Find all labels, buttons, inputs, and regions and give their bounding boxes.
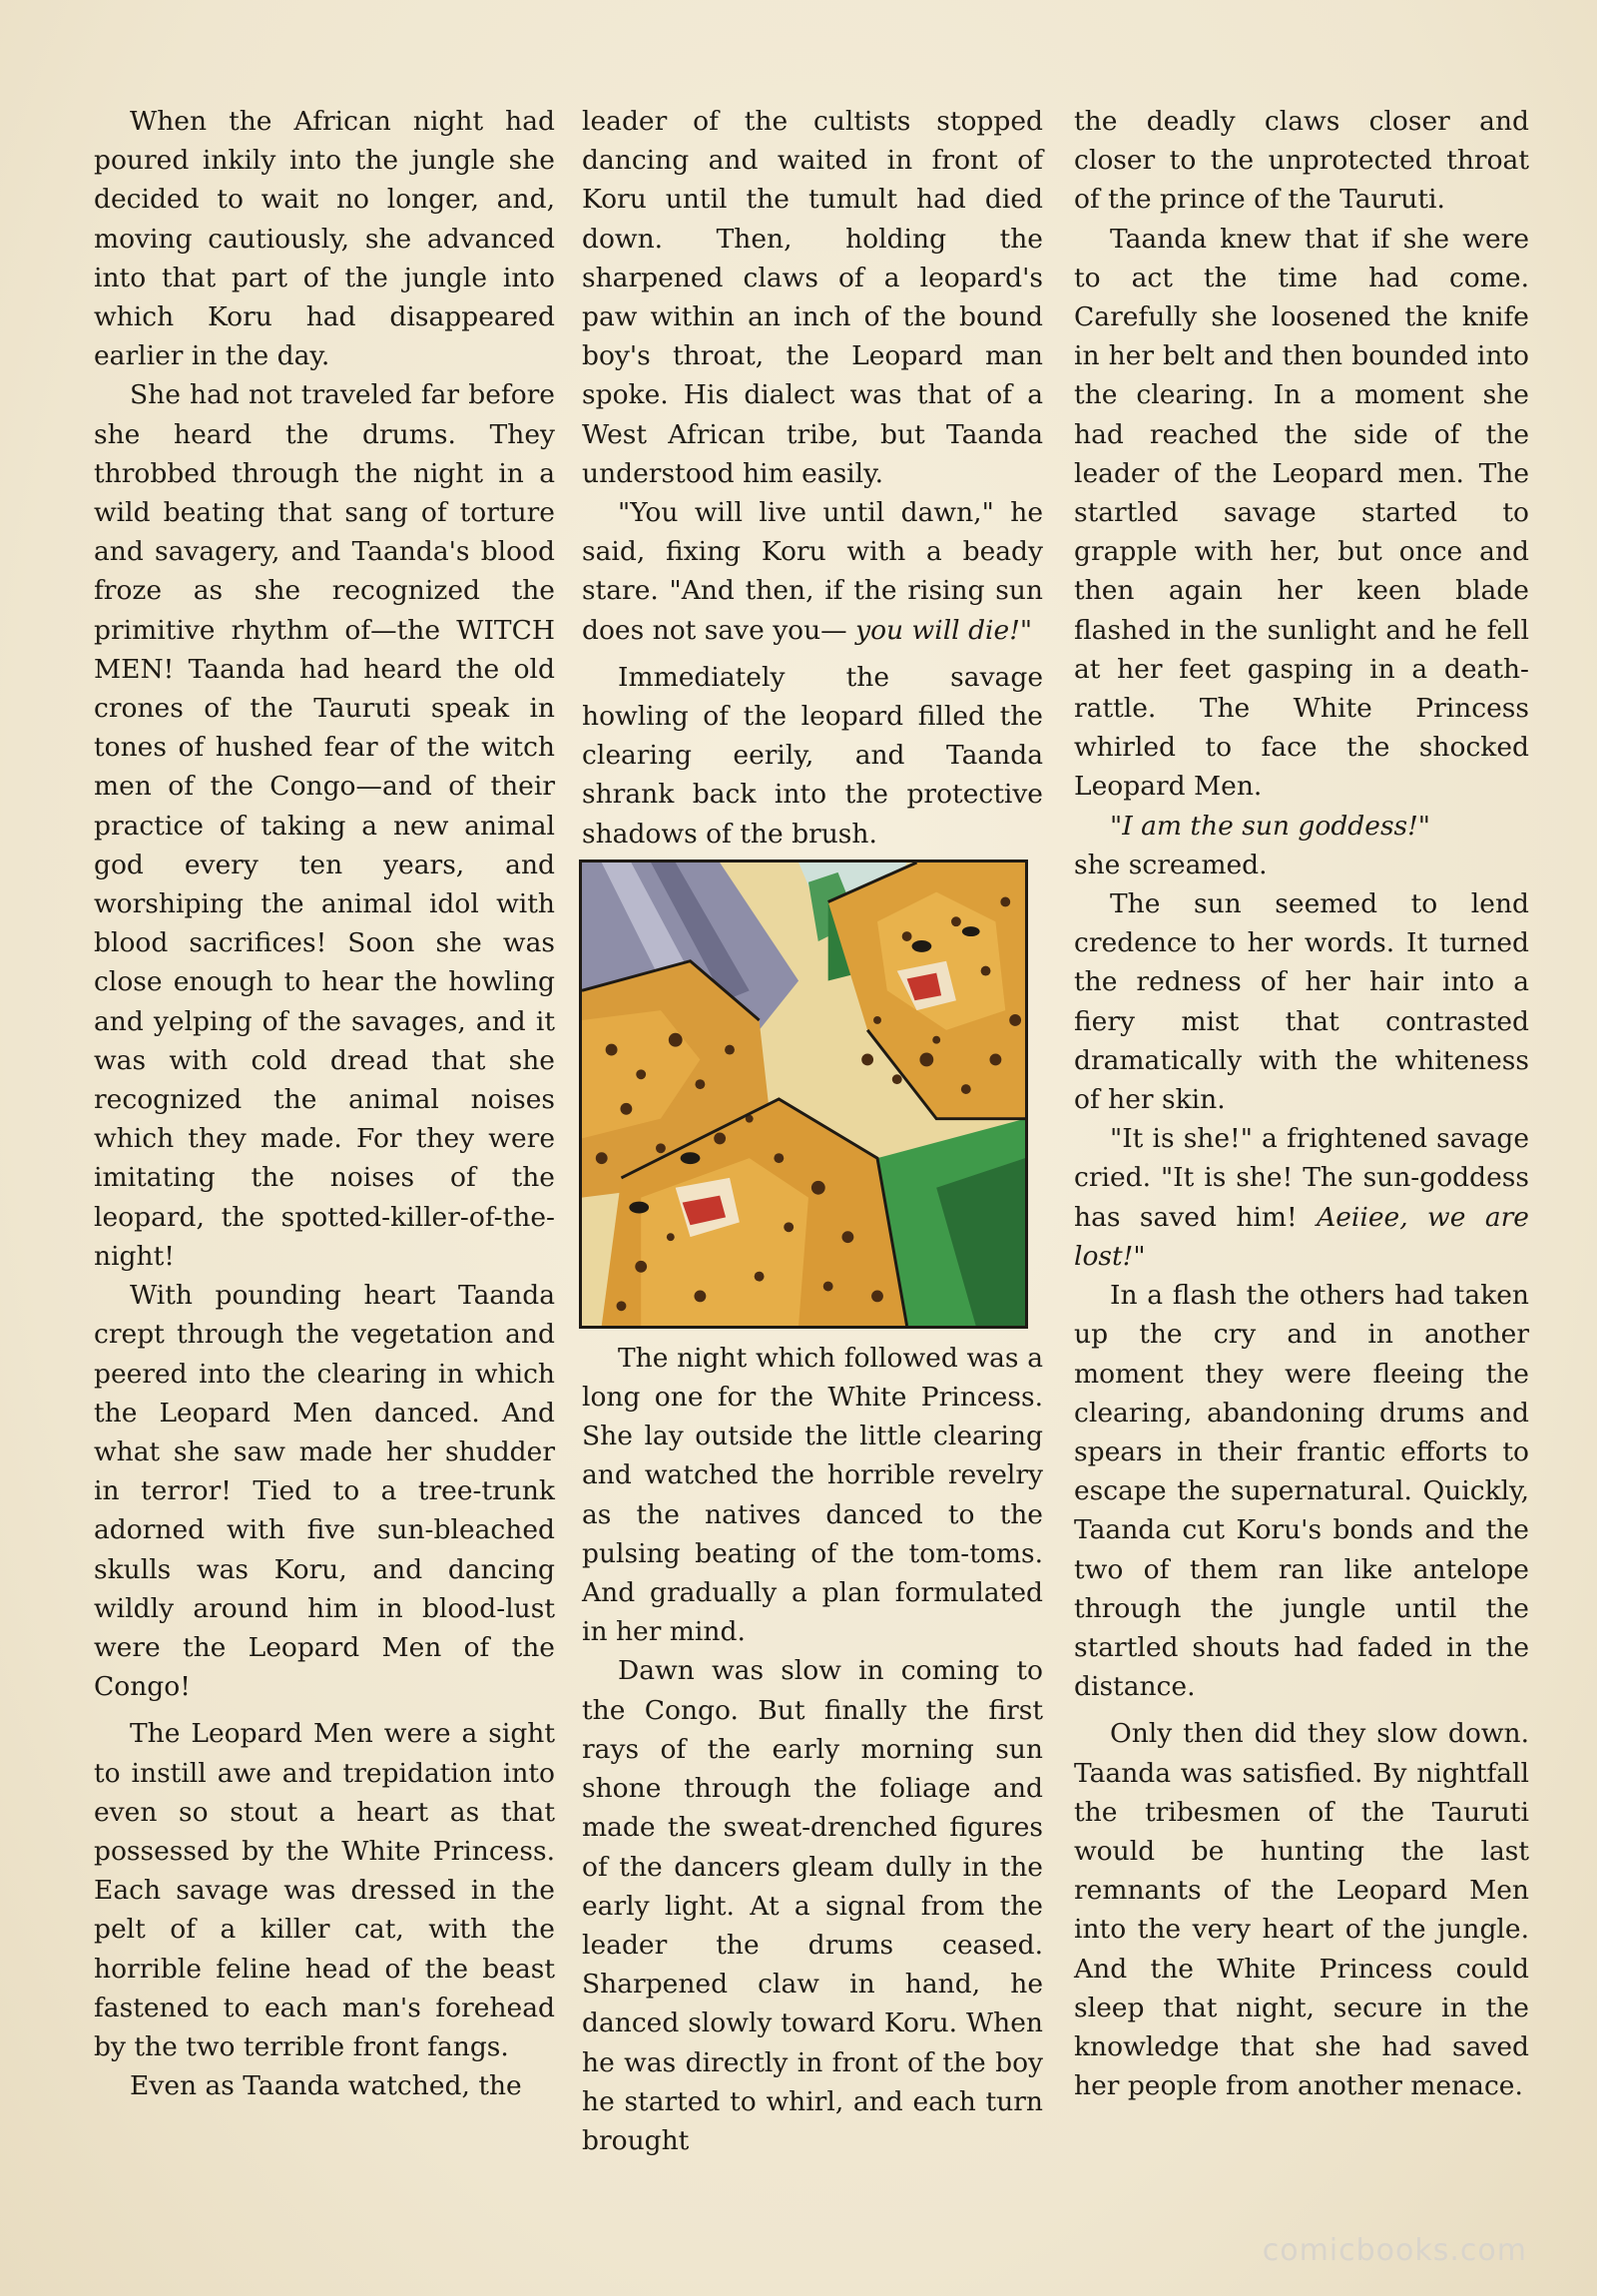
paragraph: When the African night had poured inkily into the jungle she decided to wait no longer, and, moving cautiously, she advanced into that part of the jungle into which Koru had disappeared earlier in the day. [94, 106, 555, 372]
dialogue: "It is she!" a frightened savage cried. "It is she! The sun-goddess has saved him! [1074, 1123, 1529, 1233]
dialogue: "You will live until dawn," he said, fixing Koru with a beady stare. "And then, if the rising sun does not save you— [582, 497, 1043, 646]
leopard-illustration [579, 860, 1028, 1329]
paragraph: Even as Taanda watched, the [130, 2070, 522, 2102]
paragraph: She had not traveled far before she heard the drums. They throbbed through the night in a wild beating that sang of torture and savagery, and Taanda's blood froze as she recognized the primitive rhythm of—the WITCH MEN! Taanda had heard the old crones of the Tauruti speak in tones of hushed fear of the witch men of the Congo—and of their practice of taking a new animal god every ten years, and worshiping the animal idol with blood sacrifices! Soon she was close enough to hear the howling and yelping of the savages, and it was with cold dread that she recognized the animal noises which they made. For they were imitating the noises of the leopard, the spotted-killer-of-the-night! [94, 379, 555, 1272]
paragraph: the deadly claws closer and closer to the unprotected throat of the prince of the Tauruti. [1074, 106, 1529, 216]
paragraph: leader of the cultists stopped dancing and waited in front of Koru until the tumult had died down. Then, holding the sharpened claws of a leopard's paw within an inch of the bound boy's throat, the Leopard man spoke. His dialect was that of a West African tribe, but Taanda understood him easily. [582, 106, 1043, 489]
text-column-2 [582, 102, 1043, 2160]
text-column-1 [94, 102, 555, 2105]
dialogue-italic: "I am the sun goddess!" [1110, 810, 1430, 842]
paragraph: Immediately the savage howling of the leopard filled the clearing eerily, and Taanda shrank back into the protective shadows of the brush. [582, 661, 1043, 850]
paragraph: The night which followed was a long one for the White Princess. She lay outside the little clearing and watched the horrible revelry as the natives danced to the pulsing beating of the tom-toms. And gradually a plan formulated in her mind. [582, 1342, 1043, 1648]
paragraph [582, 493, 1043, 650]
paragraph [1074, 807, 1529, 846]
paragraph: Only then did they slow down. Taanda was satisfied. By nightfall the tribesmen of the Tauruti would be hunting the last remnants of the Leopard Men into the very heart of the jungle. And the White Princess could sleep that night, secure in the knowledge that she had saved her people from another menace. [1074, 1718, 1529, 2102]
paragraph: With pounding heart Taanda crept through the vegetation and peered into the clearing in which the Leopard Men danced. And what she saw made her shudder in terror! Tied to a tree-trunk adorned with five sun-bleached skulls was Koru, and dancing wildly around him in blood-lust were the Leopard Men of the Congo! [94, 1280, 555, 1703]
paragraph [1074, 1119, 1529, 1276]
paragraph: she screamed. [1074, 849, 1268, 880]
paragraph: In a flash the others had taken up the cry and in another moment they were fleeing the clearing, abandoning drums and spears in their frantic efforts to escape the supernatural. Quickly, Taanda cut Koru's bonds and the two of them ran like antelope through the jungle until the startled shouts had faded in the distance. [1074, 1280, 1529, 1703]
dialogue-italic: Aeiiee, we are lost!" [1074, 1201, 1529, 1272]
paragraph: The sun seemed to lend credence to her words. It turned the redness of her hair into a fiery mist that contrasted dramatically with the whiteness of her skin. [1074, 888, 1529, 1116]
watermark: comicbooks.com [1262, 2233, 1527, 2268]
dialogue-italic: you will die!" [855, 614, 1033, 646]
paragraph: Taanda knew that if she were to act the time had come. Carefully she loosened the knife in her belt and then bounded into the clearing. In a moment she had reached the side of the leader of the Leopard men. The startled savage started to grapple with her, but once and then again her keen blade flashed in the sunlight and he fell at her feet gasping in a death-rattle. The White Princess whirled to face the shocked Leopard Men. [1074, 223, 1529, 803]
leopard-illustration-svg [582, 862, 1025, 1326]
text-column-3 [1074, 102, 1529, 2105]
paragraph: The Leopard Men were a sight to instill awe and trepidation into even so stout a heart as that possessed by the White Princess. Each savage was dressed in the pelt of a killer cat, with the horrible feline head of the beast fastened to each man's forehead by the two terrible front fangs. [94, 1718, 555, 2062]
paragraph: Dawn was slow in coming to the Congo. But finally the first rays of the early morning sun shone through the foliage and made the sweat-drenched figures of the dancers gleam dully in the early light. At a signal from the leader the drums ceased. Sharpened claw in hand, he danced slowly toward Koru. When he was directly in front of the boy he started to whirl, and each turn brought [582, 1655, 1043, 2156]
